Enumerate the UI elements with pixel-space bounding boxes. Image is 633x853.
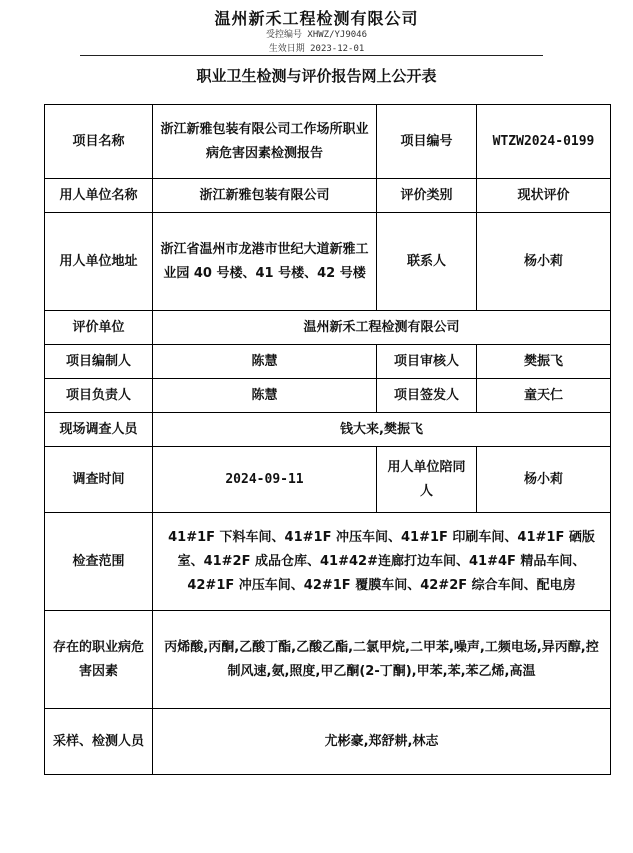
row-samplers — [45, 709, 611, 775]
row-address — [45, 213, 611, 311]
scope-value: 41#1F 下料车间、41#1F 冲压车间、41#1F 印刷车间、41#1F 硒版室、41#2F 成品仓库、41#42#连廊打边车间、41#4F 精品车间、42#1F 冲压车间、42#1F 覆膜车间、42#2F 综合车间、配电房 — [153, 513, 611, 611]
company-name: 温州新禾工程检测有限公司 — [214, 9, 419, 28]
address-label: 用人单位地址 — [45, 213, 153, 311]
hazards-value: 丙烯酸,丙酮,乙酸丁酯,乙酸乙酯,二氯甲烷,二甲苯,噪声,工频电场,异丙醇,控制风速,氨,照度,甲乙酮(2-丁酮),甲苯,苯,苯乙烯,高温 — [153, 611, 611, 709]
disclosure-table — [44, 104, 611, 775]
row-compiler — [45, 345, 611, 379]
issuer-label: 项目签发人 — [377, 379, 477, 413]
control-number: 受控编号 XHWZ/YJ9046 — [265, 30, 368, 40]
row-hazards — [45, 611, 611, 709]
reviewer-value: 樊振飞 — [477, 345, 611, 379]
project-name-value: 浙江新雅包装有限公司工作场所职业病危害因素检测报告 — [153, 105, 377, 179]
project-no-value: WTZW2024-0199 — [477, 105, 611, 179]
compiler-label: 项目编制人 — [45, 345, 153, 379]
eval-type-value: 现状评价 — [477, 179, 611, 213]
eval-unit-value: 温州新禾工程检测有限公司 — [153, 311, 611, 345]
row-eval-unit — [45, 311, 611, 345]
contact-label: 联系人 — [377, 213, 477, 311]
project-name-label: 项目名称 — [45, 105, 153, 179]
samplers-value: 尤彬豪,郑舒耕,林志 — [153, 709, 611, 775]
row-scope — [45, 513, 611, 611]
row-project-name — [45, 105, 611, 179]
row-lead — [45, 379, 611, 413]
page-title: 职业卫生检测与评价报告网上公开表 — [196, 67, 437, 85]
escort-label: 用人单位陪同人 — [377, 447, 477, 513]
survey-time-value: 2024-09-11 — [153, 447, 377, 513]
employer-value: 浙江新雅包装有限公司 — [153, 179, 377, 213]
issuer-value: 童天仁 — [477, 379, 611, 413]
eval-unit-label: 评价单位 — [45, 311, 153, 345]
survey-time-label: 调查时间 — [45, 447, 153, 513]
effective-date: 生效日期 2023-12-01 — [268, 44, 365, 54]
surveyors-label: 现场调查人员 — [45, 413, 153, 447]
scope-label: 检查范围 — [45, 513, 153, 611]
lead-value: 陈慧 — [153, 379, 377, 413]
escort-value: 杨小莉 — [477, 447, 611, 513]
eval-type-label: 评价类别 — [377, 179, 477, 213]
surveyors-value: 钱大来,樊振飞 — [153, 413, 611, 447]
compiler-value: 陈慧 — [153, 345, 377, 379]
lead-label: 项目负责人 — [45, 379, 153, 413]
samplers-label: 采样、检测人员 — [45, 709, 153, 775]
hazards-label: 存在的职业病危害因素 — [45, 611, 153, 709]
row-surveyors — [45, 413, 611, 447]
project-no-label: 项目编号 — [377, 105, 477, 179]
contact-value: 杨小莉 — [477, 213, 611, 311]
reviewer-label: 项目审核人 — [377, 345, 477, 379]
header-divider — [80, 55, 543, 56]
row-employer — [45, 179, 611, 213]
row-survey-time — [45, 447, 611, 513]
employer-label: 用人单位名称 — [45, 179, 153, 213]
address-value: 浙江省温州市龙港市世纪大道新雅工业园 40 号楼、41 号楼、42 号楼 — [153, 213, 377, 311]
